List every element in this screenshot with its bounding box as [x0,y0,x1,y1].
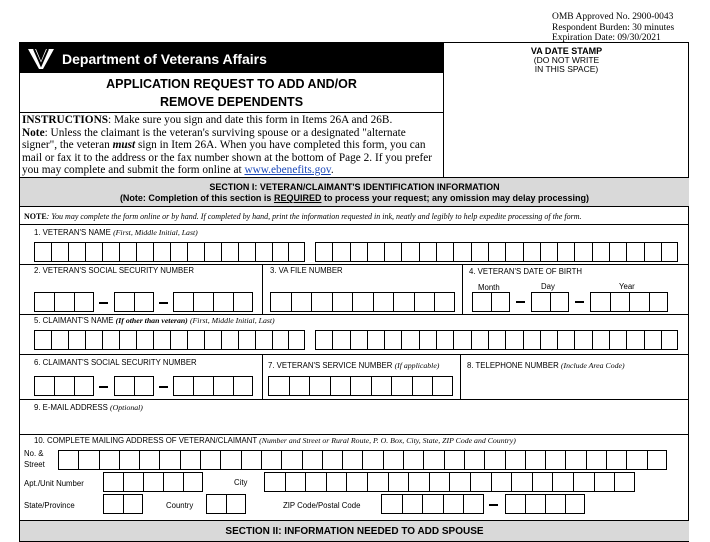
char-box[interactable] [193,376,213,396]
char-box[interactable] [552,472,573,492]
char-box[interactable] [272,242,289,262]
char-box[interactable] [565,494,585,514]
form-title [20,75,443,111]
item-7-label: 7. VETERAN'S SERVICE NUMBER (If applicable) [268,361,440,370]
va-seal-icon [26,45,56,71]
telephone-input[interactable] [464,372,686,396]
char-box[interactable] [644,242,661,262]
char-box[interactable] [153,242,170,262]
char-box[interactable] [463,494,484,514]
char-box[interactable] [288,330,305,350]
char-box[interactable] [34,376,54,396]
char-box[interactable] [332,242,349,262]
char-box[interactable] [545,450,565,470]
char-box[interactable] [51,242,68,262]
state-input[interactable] [103,494,143,514]
section-1-title: SECTION I: VETERAN/CLAIMANT'S IDENTIFICATION INFORMATION [209,182,500,192]
char-box[interactable] [78,450,98,470]
char-box[interactable] [371,376,392,396]
char-box[interactable] [491,472,512,492]
char-box[interactable] [173,292,193,312]
claimant-ssn-part-2[interactable] [114,376,154,396]
instructions-label: INSTRUCTIONS [22,114,109,126]
char-box[interactable] [238,330,255,350]
item-5-label: 5. CLAIMANT'S NAME (If other than veteran) (First, Middle Initial, Last) [34,316,275,325]
char-box[interactable] [187,242,204,262]
char-box[interactable] [647,450,667,470]
char-box[interactable] [103,472,123,492]
char-box[interactable] [54,376,74,396]
char-box[interactable] [573,472,594,492]
dob-month-input[interactable] [472,292,510,312]
claimant-first-name-input[interactable] [34,330,289,350]
char-box[interactable] [470,472,491,492]
char-box[interactable] [163,472,183,492]
apt-input[interactable] [103,472,203,492]
section-1-subtitle: (Note: Completion of this section is REQUIRED to process your request; any omission may delay processing) [119,193,590,203]
veteran-ssn-part-1[interactable] [34,292,94,312]
char-box[interactable] [270,292,291,312]
char-box[interactable] [34,242,51,262]
ebenefits-link[interactable]: www.ebenefits.gov [244,164,331,176]
char-box[interactable] [523,330,540,350]
veteran-first-name-input[interactable] [34,242,289,262]
char-box[interactable] [412,376,433,396]
char-box[interactable] [610,292,630,312]
char-box[interactable] [311,292,332,312]
char-box[interactable] [330,376,351,396]
stamp-note-2: IN THIS SPACE) [534,64,599,74]
agency-name: Department of Veterans Affairs [62,51,267,67]
instructions-note-label: Note [22,126,45,139]
char-box[interactable] [285,472,306,492]
stamp-title: VA DATE STAMP [530,46,603,56]
char-box[interactable] [419,242,436,262]
char-box[interactable] [68,330,85,350]
char-box[interactable] [471,330,488,350]
item-6-label: 6. CLAIMANT'S SOCIAL SECURITY NUMBER [34,358,197,367]
char-box[interactable] [255,242,272,262]
char-box[interactable] [644,330,661,350]
zip-input-part-1[interactable] [381,494,484,514]
char-box[interactable] [381,494,402,514]
omb-number: OMB Approved No. 2900-0043 [552,12,674,22]
veteran-ssn-part-3[interactable] [173,292,253,312]
char-box[interactable] [264,472,285,492]
completion-note: NOTE: You may complete the form online or by hand. If completed by hand, print the information requested in ink, neatly and legibly to help expedite processing of the form. [24,212,582,221]
claimant-last-name-input[interactable] [315,330,678,350]
item-2-label: 2. VETERAN'S SOCIAL SECURITY NUMBER [34,266,195,275]
char-box[interactable] [153,330,170,350]
claimant-middle-initial-input[interactable] [288,330,305,350]
char-box[interactable] [281,450,301,470]
char-box[interactable] [233,292,253,312]
email-input[interactable] [24,414,684,432]
char-box[interactable] [187,330,204,350]
char-box[interactable] [592,330,609,350]
char-box[interactable] [432,376,453,396]
char-box[interactable] [291,292,312,312]
section-2-header [20,520,689,542]
char-box[interactable] [206,494,226,514]
instructions-text-2: : Unless the claimant is the veteran's surviving spouse or a designated "alternate signer", the veteran [22,126,406,151]
char-box[interactable] [238,242,255,262]
char-box[interactable] [99,450,119,470]
char-box[interactable] [159,450,179,470]
char-box[interactable] [58,450,78,470]
dob-year-input[interactable] [590,292,668,312]
char-box[interactable] [505,330,522,350]
char-box[interactable] [289,376,310,396]
char-box[interactable] [626,450,646,470]
va-file-number-input[interactable] [270,292,455,312]
char-box[interactable] [586,450,606,470]
char-box[interactable] [383,450,403,470]
char-box[interactable] [119,330,136,350]
char-box[interactable] [393,292,414,312]
instructions-text-1: : Make sure you sign and date this form in Items 26A and 26B. [108,114,393,126]
char-box[interactable] [401,242,418,262]
char-box[interactable] [505,450,525,470]
apt-label: Apt./Unit Number [24,479,84,488]
char-box[interactable] [204,242,221,262]
char-box[interactable] [255,330,272,350]
char-box[interactable] [173,376,193,396]
char-box[interactable] [315,242,332,262]
char-box[interactable] [221,330,238,350]
char-box[interactable] [213,292,233,312]
char-box[interactable] [540,242,557,262]
char-box[interactable] [444,450,464,470]
veteran-last-name-input[interactable] [315,242,678,262]
char-box[interactable] [288,242,305,262]
char-box[interactable] [488,330,505,350]
country-label: Country [166,501,194,510]
char-box[interactable] [34,330,51,350]
char-box[interactable] [309,376,330,396]
char-box[interactable] [342,450,362,470]
char-box[interactable] [220,450,240,470]
item-8-label: 8. TELEPHONE NUMBER (Include Area Code) [467,361,625,370]
char-box[interactable] [419,330,436,350]
char-box[interactable] [388,472,409,492]
section-1-header [20,177,689,207]
char-box[interactable] [423,450,443,470]
char-box[interactable] [626,242,643,262]
expiration-date: Expiration Date: 09/30/2021 [552,33,661,43]
char-box[interactable] [661,330,678,350]
char-box[interactable] [241,450,261,470]
char-box[interactable] [367,330,384,350]
char-box[interactable] [606,450,626,470]
char-box[interactable] [193,292,213,312]
char-box[interactable] [200,450,220,470]
city-label: City [234,478,248,487]
title-divider [20,112,443,113]
char-box[interactable] [322,450,342,470]
char-box[interactable] [557,242,574,262]
char-box[interactable] [272,330,289,350]
char-box[interactable] [68,242,85,262]
char-box[interactable] [170,242,187,262]
char-box[interactable] [136,330,153,350]
char-box[interactable] [350,242,367,262]
char-box[interactable] [74,376,94,396]
char-box[interactable] [401,330,418,350]
char-box[interactable] [352,292,373,312]
char-box[interactable] [332,292,353,312]
dob-day-input[interactable] [531,292,569,312]
dob-year-label: Year [619,282,635,291]
city-input[interactable] [264,472,635,492]
va-date-stamp-box [443,43,689,177]
char-box[interactable] [449,472,470,492]
char-box[interactable] [574,330,591,350]
instructions [22,114,442,177]
char-box[interactable] [594,472,615,492]
char-box[interactable] [373,292,394,312]
char-box[interactable] [661,242,678,262]
char-box[interactable] [204,330,221,350]
dob-day-label: Day [541,282,555,291]
char-box[interactable] [540,330,557,350]
char-box[interactable] [362,450,382,470]
char-box[interactable] [649,292,669,312]
char-box[interactable] [367,472,388,492]
char-box[interactable] [261,450,281,470]
char-box[interactable] [523,242,540,262]
char-box[interactable] [123,472,143,492]
char-box[interactable] [102,330,119,350]
item-4-label: 4. VETERAN'S DATE OF BIRTH [469,267,582,276]
char-box[interactable] [565,450,585,470]
char-box[interactable] [550,292,569,312]
claimant-ssn-part-1[interactable] [34,376,94,396]
char-box[interactable] [531,292,550,312]
char-box[interactable] [226,494,246,514]
char-box[interactable] [574,242,591,262]
char-box[interactable] [114,292,134,312]
form-title-line-1: APPLICATION REQUEST TO ADD AND/OR [106,77,357,91]
respondent-burden: Respondent Burden: 30 minutes [552,22,675,33]
char-box[interactable] [326,472,347,492]
item-3-label: 3. VA FILE NUMBER [270,266,343,275]
char-box[interactable] [614,472,635,492]
char-box[interactable] [391,376,412,396]
char-box[interactable] [609,242,626,262]
char-box[interactable] [305,472,326,492]
char-box[interactable] [332,330,349,350]
char-box[interactable] [102,242,119,262]
char-box[interactable] [453,242,470,262]
char-box[interactable] [629,292,649,312]
char-box[interactable] [180,450,200,470]
char-box[interactable] [484,450,504,470]
instructions-must: must [112,139,136,151]
char-box[interactable] [488,242,505,262]
char-box[interactable] [557,330,574,350]
char-box[interactable] [464,450,484,470]
char-box[interactable] [221,242,238,262]
char-box[interactable] [350,330,367,350]
char-box[interactable] [443,494,464,514]
char-box[interactable] [408,472,429,492]
char-box[interactable] [85,242,102,262]
country-input[interactable] [206,494,246,514]
stamp-note-1: (DO NOT WRITE [533,55,600,65]
char-box[interactable] [119,450,139,470]
char-box[interactable] [626,330,643,350]
char-box[interactable] [136,242,153,262]
street-label: No. & Street [24,449,45,469]
char-box[interactable] [384,242,401,262]
char-box[interactable] [134,292,154,312]
char-box[interactable] [103,494,123,514]
char-box[interactable] [472,292,491,312]
char-box[interactable] [134,376,154,396]
item-9-label: 9. E-MAIL ADDRESS (Optional) [34,403,143,412]
char-box[interactable] [85,330,102,350]
char-box[interactable] [422,494,443,514]
veteran-middle-initial-input[interactable] [288,242,305,262]
char-box[interactable] [74,292,94,312]
char-box[interactable] [436,330,453,350]
char-box[interactable] [525,494,545,514]
char-box[interactable] [367,242,384,262]
claimant-ssn-part-3[interactable] [173,376,253,396]
char-box[interactable] [268,376,289,396]
char-box[interactable] [436,242,453,262]
zip-label: ZIP Code/Postal Code [283,501,361,510]
street-input[interactable] [58,450,667,470]
dob-month-label: Month [478,283,500,292]
zip-input-part-2[interactable] [505,494,585,514]
char-box[interactable] [525,450,545,470]
char-box[interactable] [213,376,233,396]
item-10-label: 10. COMPLETE MAILING ADDRESS OF VETERAN/CLAIMANT (Number and Street or Rural Route, P. O. Box, City, State, ZIP Code and Country) [34,436,516,445]
char-box[interactable] [505,242,522,262]
agency-header [20,43,443,73]
char-box[interactable] [384,330,401,350]
char-box[interactable] [119,242,136,262]
form-title-line-2: REMOVE DEPENDENTS [159,95,304,109]
char-box[interactable] [402,494,423,514]
char-box[interactable] [453,330,470,350]
service-number-input[interactable] [268,376,453,396]
char-box[interactable] [346,472,367,492]
char-box[interactable] [302,450,322,470]
char-box[interactable] [114,376,134,396]
char-box[interactable] [123,494,143,514]
char-box[interactable] [414,292,435,312]
char-box[interactable] [54,292,74,312]
char-box[interactable] [609,330,626,350]
char-box[interactable] [511,472,532,492]
char-box[interactable] [183,472,203,492]
instructions-text-4: . [330,164,334,176]
char-box[interactable] [491,292,510,312]
state-label: State/Province [24,501,75,510]
char-box[interactable] [590,292,610,312]
char-box[interactable] [34,292,54,312]
instructions-text-3: sign in Item 26A. When you have completed this form, you can mail or fax it to the address or the fax number shown at the bottom of Page 2. If you prefer you may complete and submit the form online at [22,139,433,176]
char-box[interactable] [170,330,187,350]
char-box[interactable] [233,376,253,396]
char-box[interactable] [471,242,488,262]
section-2-title: SECTION II: INFORMATION NEEDED TO ADD SPOUSE [225,526,484,537]
char-box[interactable] [403,450,423,470]
veteran-ssn-part-2[interactable] [114,292,154,312]
char-box[interactable] [315,330,332,350]
char-box[interactable] [139,450,159,470]
item-1-label: 1. VETERAN'S NAME (First, Middle Initial, Last) [34,228,198,237]
char-box[interactable] [434,292,455,312]
char-box[interactable] [51,330,68,350]
char-box[interactable] [143,472,163,492]
char-box[interactable] [429,472,450,492]
char-box[interactable] [350,376,371,396]
char-box[interactable] [592,242,609,262]
omb-block [552,12,674,44]
char-box[interactable] [505,494,525,514]
required-word: REQUIRED [273,193,322,203]
char-box[interactable] [545,494,565,514]
char-box[interactable] [532,472,553,492]
